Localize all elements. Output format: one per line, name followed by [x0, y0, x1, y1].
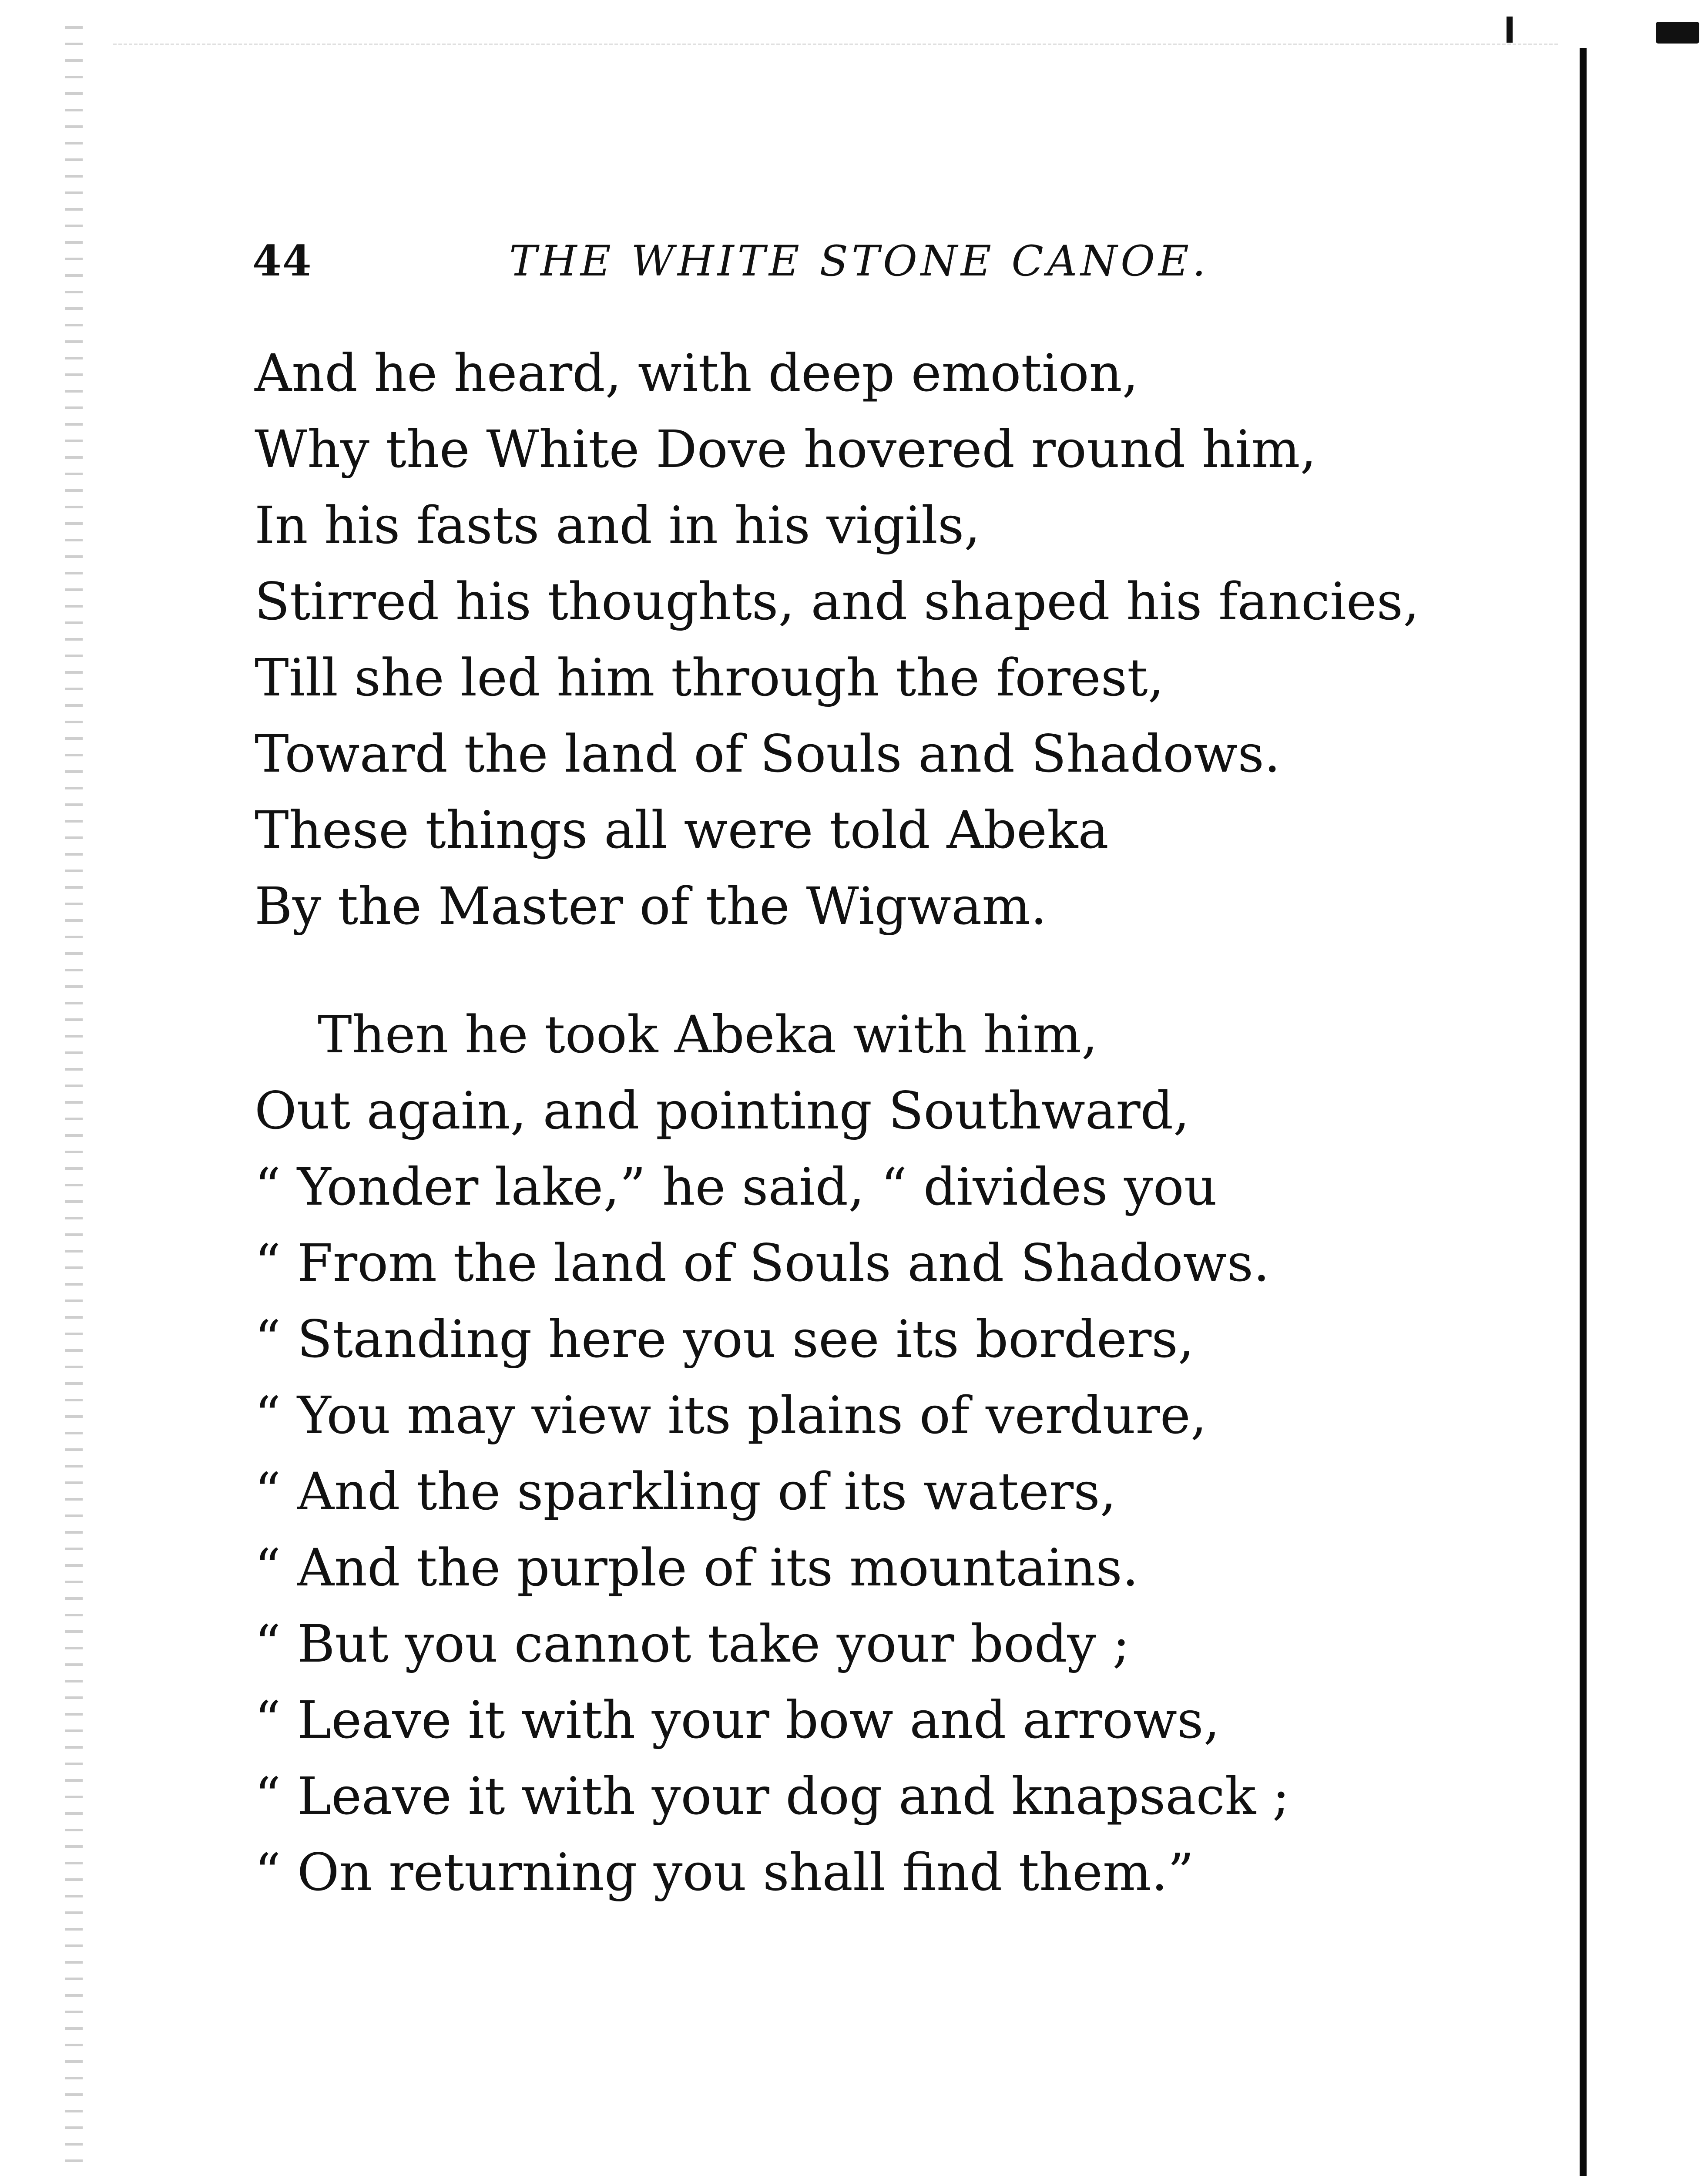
verse-line: These things all were told Abeka	[255, 800, 1109, 860]
verse-line: “ Leave it with your dog and knapsack ;	[255, 1766, 1290, 1826]
verse-line: “ Yonder lake,” he said, “ divides you	[255, 1157, 1217, 1217]
scan-corner-mark	[1656, 22, 1699, 44]
stanza-2	[255, 997, 1517, 1911]
scan-mark	[1507, 17, 1513, 43]
verse-line: “ Leave it with your bow and arrows,	[255, 1690, 1220, 1750]
page-edge-rule	[1580, 48, 1587, 2176]
scan-edge-left	[65, 26, 83, 2176]
verse-line: Then he took Abeka with him,	[318, 1004, 1098, 1064]
verse-line: “ You may view its plains of verdure,	[255, 1385, 1207, 1445]
scan-edge-top	[113, 44, 1558, 45]
verse-line: Stirred his thoughts, and shaped his fancies,	[255, 571, 1419, 631]
verse-line: Till she led him through the forest,	[255, 648, 1164, 708]
verse-line: In his fasts and in his vigils,	[255, 495, 980, 555]
page-number: 44	[252, 236, 312, 285]
verse-line: Why the White Dove hovered round him,	[255, 419, 1317, 479]
verse-line: “ And the sparkling of its waters,	[255, 1461, 1117, 1521]
verse-line: Out again, and pointing Southward,	[255, 1081, 1190, 1141]
verse-line: “ And the purple of its mountains.	[255, 1538, 1139, 1598]
verse-line: “ But you cannot take your body ;	[255, 1614, 1130, 1674]
verse-line: “ Standing here you see its borders,	[255, 1309, 1195, 1369]
verse-line: By the Master of the Wigwam.	[255, 876, 1047, 936]
running-head	[252, 235, 1253, 287]
verse-line: “ From the land of Souls and Shadows.	[255, 1233, 1270, 1293]
running-title: THE WHITE STONE CANOE.	[509, 237, 1209, 285]
verse-line: Toward the land of Souls and Shadows.	[255, 724, 1281, 784]
verse-line: And he heard, with deep emotion,	[255, 343, 1139, 403]
verse-line: “ On returning you shall find them.”	[255, 1842, 1194, 1902]
stanza-1	[255, 335, 1517, 944]
